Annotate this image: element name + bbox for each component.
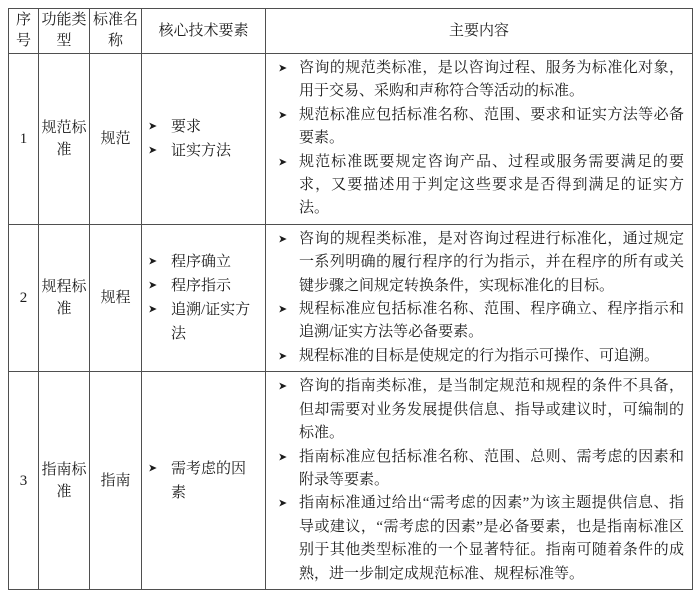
arrow-bullet-icon: ➤ bbox=[148, 254, 158, 268]
column-header-standard-name: 标准名称 bbox=[90, 9, 142, 54]
bullet-text: 规程标准的目标是使规定的行为指示可操作、可追溯。 bbox=[299, 347, 660, 364]
column-header-core-elements: 核心技术要素 bbox=[142, 9, 266, 54]
cell-standard-name: 指南 bbox=[90, 372, 142, 590]
table-body bbox=[9, 54, 693, 590]
standards-table bbox=[8, 8, 693, 590]
core-element-item bbox=[148, 457, 259, 505]
bullet-text: 规范标准应包括标准名称、范围、要求和证实方法等必备要素。 bbox=[299, 106, 684, 147]
content-item bbox=[278, 151, 684, 221]
cell-serial-number: 3 bbox=[9, 372, 39, 590]
bullet-text: 咨询的规范类标准，是以咨询过程、服务为标准化对象，用于交易、采购和声称符合等活动的标准。 bbox=[299, 60, 684, 100]
arrow-bullet-icon: ➤ bbox=[278, 302, 288, 316]
content-item bbox=[278, 104, 684, 151]
arrow-bullet-icon: ➤ bbox=[278, 349, 288, 363]
core-element-item bbox=[148, 250, 259, 274]
content-item bbox=[278, 298, 684, 345]
cell-core-elements bbox=[142, 54, 266, 225]
cell-function-type: 规范标准 bbox=[39, 54, 90, 225]
bullet-text: 规范标准既要规定咨询产品、过程或服务需要满足的要求，又要描述用于判定这些要求是否得到满足的证实方法。 bbox=[299, 153, 684, 217]
arrow-bullet-icon: ➤ bbox=[148, 302, 158, 316]
bullet-text: 规程标准应包括标准名称、范围、程序确立、程序指示和追溯/证实方法等必备要素。 bbox=[299, 301, 684, 341]
column-header-main-content: 主要内容 bbox=[266, 9, 693, 54]
cell-core-elements bbox=[142, 372, 266, 590]
bullet-text: 追溯/证实方法 bbox=[171, 302, 251, 343]
arrow-bullet-icon: ➤ bbox=[278, 155, 288, 169]
cell-standard-name: 规范 bbox=[90, 54, 142, 225]
arrow-bullet-icon: ➤ bbox=[278, 450, 288, 463]
content-item bbox=[278, 446, 684, 493]
cell-main-content bbox=[266, 372, 693, 590]
arrow-bullet-icon: ➤ bbox=[148, 119, 158, 133]
content-item bbox=[278, 228, 684, 298]
arrow-bullet-icon: ➤ bbox=[148, 461, 158, 475]
bullet-text: 咨询的规程类标准，是对咨询过程进行标准化，通过规定一系列明确的履行程序的行为指示，并在程序的所有或关键步骤之间规定转换条件，实现标准化的目标。 bbox=[299, 230, 684, 294]
table-row bbox=[9, 54, 693, 225]
arrow-bullet-icon: ➤ bbox=[148, 278, 158, 292]
arrow-bullet-icon: ➤ bbox=[278, 232, 288, 246]
cell-function-type: 规程标准 bbox=[39, 224, 90, 371]
bullet-text: 指南标准应包括标准名称、范围、总则、需考虑的因素和附录等要素。 bbox=[299, 448, 684, 488]
bullet-text: 需考虑的因素 bbox=[171, 460, 247, 501]
arrow-bullet-icon: ➤ bbox=[278, 108, 288, 122]
cell-main-content bbox=[266, 54, 693, 225]
bullet-text: 证实方法 bbox=[171, 142, 232, 159]
bullet-text: 程序指示 bbox=[171, 278, 232, 295]
bullet-text: 程序确立 bbox=[171, 254, 232, 271]
content-item bbox=[278, 57, 684, 104]
table-header bbox=[9, 9, 693, 54]
cell-standard-name: 规程 bbox=[90, 224, 142, 371]
cell-serial-number: 1 bbox=[9, 54, 39, 225]
content-item bbox=[278, 345, 684, 368]
bullet-text: 咨询的指南类标准，是当制定规范和规程的条件不具备，但却需要对业务发展提供信息、指导或建议时，可编制的标准。 bbox=[299, 378, 684, 442]
core-element-item bbox=[148, 298, 259, 346]
bullet-text: 指南标准通过给出“需考虑的因素”为该主题提供信息、指导或建议，“需考虑的因素”是必备要素，也是指南标准区别于其他类型标准的一个显著特征。指南可随着条件的成熟，进一步制定成规范标准、规程标准等。 bbox=[299, 495, 684, 582]
column-header-function-type: 功能类型 bbox=[39, 9, 90, 54]
arrow-bullet-icon: ➤ bbox=[278, 496, 288, 510]
table-row bbox=[9, 224, 693, 371]
column-header-serial-number: 序号 bbox=[9, 9, 39, 54]
core-element-item bbox=[148, 274, 259, 298]
header-row bbox=[9, 9, 693, 54]
bullet-text: 要求 bbox=[171, 118, 202, 135]
arrow-bullet-icon: ➤ bbox=[148, 143, 158, 157]
content-item bbox=[278, 375, 684, 445]
core-element-item bbox=[148, 115, 259, 139]
cell-core-elements bbox=[142, 224, 266, 371]
core-element-item bbox=[148, 139, 259, 163]
table-row bbox=[9, 372, 693, 590]
arrow-bullet-icon: ➤ bbox=[278, 61, 288, 75]
cell-serial-number: 2 bbox=[9, 224, 39, 371]
content-item bbox=[278, 492, 684, 586]
cell-function-type: 指南标准 bbox=[39, 372, 90, 590]
cell-main-content bbox=[266, 224, 693, 371]
arrow-bullet-icon: ➤ bbox=[278, 379, 288, 393]
